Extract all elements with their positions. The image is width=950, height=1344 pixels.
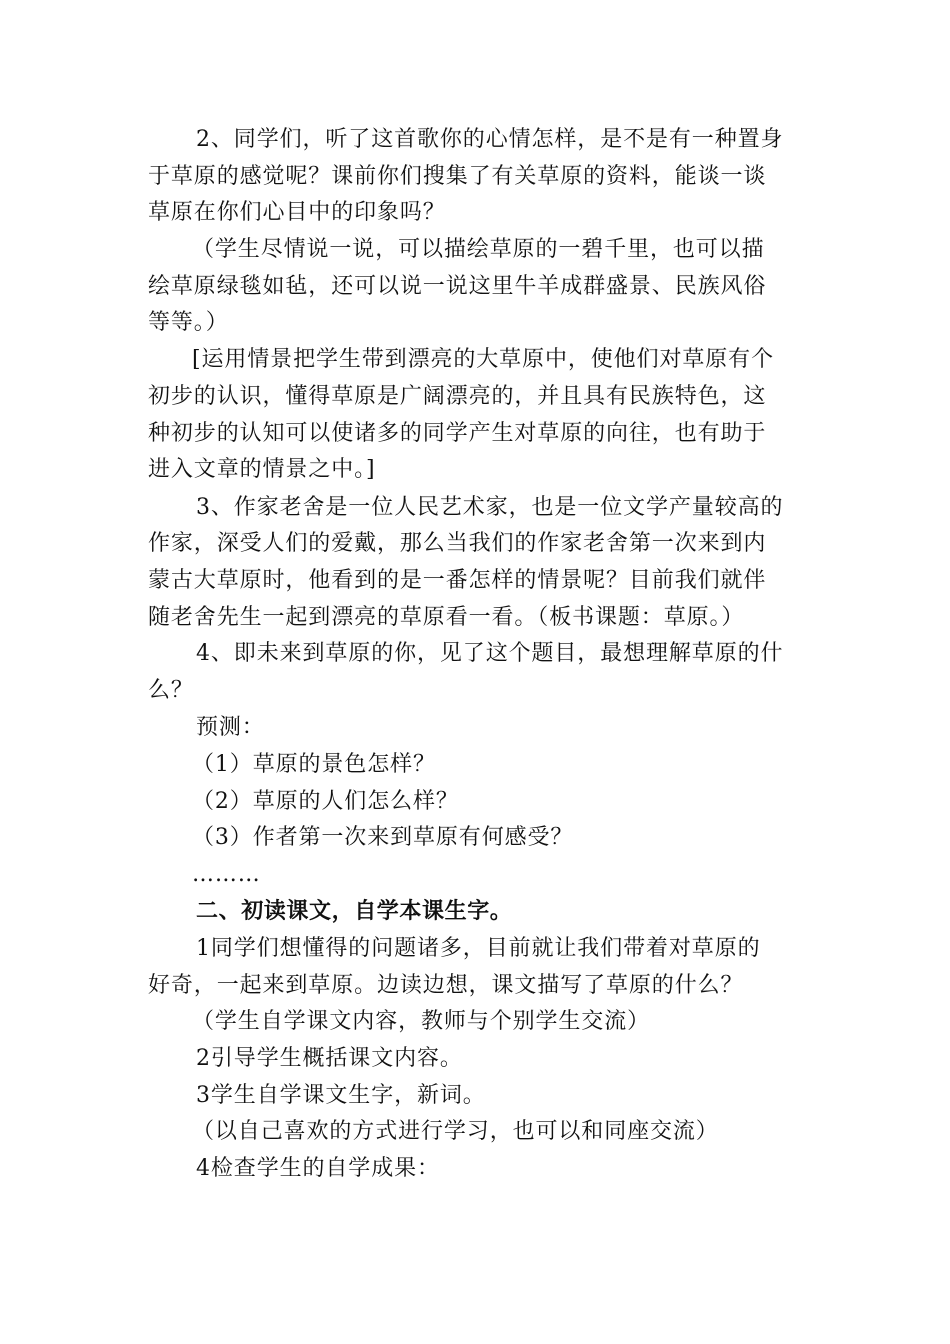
text-line: 预测： [196,715,265,740]
text-line: ……… [192,862,261,887]
text-line: 随老舍先生一起到漂亮的草原看一看。（板书课题：草原。） [148,605,745,630]
text-line: 草原在你们心目中的印象吗？ [148,200,446,225]
text-line: （1）草原的景色怎样？ [192,752,436,777]
text-line: 3、作家老舍是一位人民艺术家，也是一位文学产量较高的 [196,495,784,520]
text-line: 初步的认识，懂得草原是广阔漂亮的，并且具有民族特色，这 [148,384,767,409]
text-line: 1同学们想懂得的问题诸多，目前就让我们带着对草原的 [196,936,761,961]
text-line: 4、即未来到草原的你，见了这个题目，最想理解草原的什 [196,641,784,666]
text-line: 绘草原绿毯如毡，还可以说一说这里牛羊成群盛景、民族风俗 [148,274,767,299]
text-line: （学生尽情说一说，可以描绘草原的一碧千里，也可以描 [192,237,765,262]
text-line: 于草原的感觉呢？课前你们搜集了有关草原的资料，能谈一谈 [148,164,767,189]
text-line: 2引导学生概括课文内容。 [196,1046,463,1071]
text-line: 3学生自学课文生字，新词。 [196,1083,486,1108]
text-line: 种初步的认知可以使诸多的同学产生对草原的向往，也有助于 [148,421,767,446]
section-heading: 二、初读课文，自学本课生字。 [196,899,513,924]
text-line: [运用情景把学生带到漂亮的大草原中，使他们对草原有个 [192,347,774,372]
text-line: 作家，深受人们的爱戴，那么当我们的作家老舍第一次来到内 [148,531,767,556]
text-line: 2、同学们，听了这首歌你的心情怎样，是不是有一种置身 [196,127,784,152]
text-line: （2）草原的人们怎么样？ [192,789,459,814]
text-line: 么？ [148,678,194,703]
text-line: （以自己喜欢的方式进行学习，也可以和同座交流） [192,1119,719,1144]
text-line: 蒙古大草原时，他看到的是一番怎样的情景呢？目前我们就伴 [148,568,767,593]
text-line: 进入文章的情景之中。] [148,457,376,482]
text-line: 好奇，一起来到草原。边读边想，课文描写了草原的什么？ [148,973,744,998]
text-line: （3）作者第一次来到草原有何感受？ [192,825,574,850]
text-line: （学生自学课文内容，教师与个别学生交流） [192,1009,651,1034]
text-line: 4检查学生的自学成果： [196,1156,440,1181]
text-line: 等等。） [148,310,229,335]
